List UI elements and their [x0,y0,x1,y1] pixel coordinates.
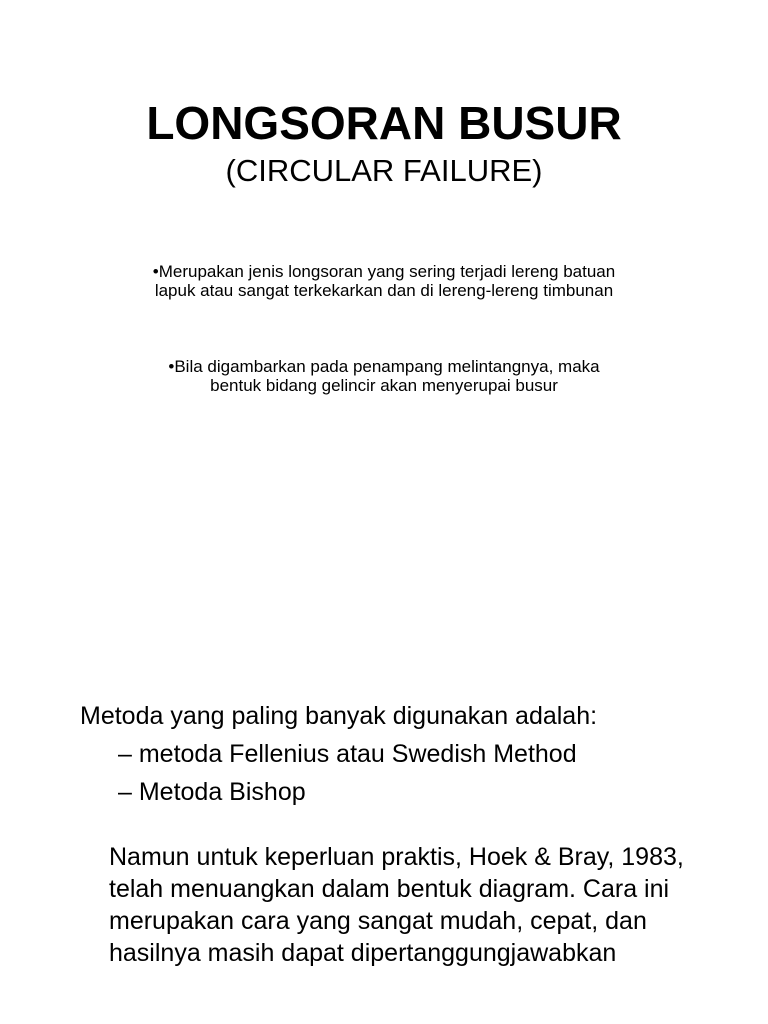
bullet-paragraph-2 [0,357,768,395]
bullet-paragraph-1 [0,262,768,300]
note-line-4: hasilnya masih dapat dipertanggungjawabkan [109,939,617,967]
bullet-1-line-1: •Merupakan jenis longsoran yang sering terjadi lereng batuan [152,262,616,281]
note-line-3: merupakan cara yang sangat mudah, cepat, dan [109,907,647,935]
methods-intro: Metoda yang paling banyak digunakan adalah: [80,702,598,730]
page-title: LONGSORAN BUSUR [146,97,622,149]
bullet-1-line-2: lapuk atau sangat terkekarkan dan di lereng-lereng timbunan [154,281,614,300]
bullet-2-line-2: bentuk bidang gelincir akan menyerupai busur [210,376,558,395]
page-subtitle: (CIRCULAR FAILURE) [225,153,543,188]
bullet-2-line-1: •Bila digambarkan pada penampang melintangnya, maka [168,357,600,376]
method-item-fellenius: – metoda Fellenius atau Swedish Method [118,740,577,768]
methods-list [80,697,597,811]
note-line-1: Namun untuk keperluan praktis, Hoek & Bray, 1983, [109,843,684,871]
method-item-bishop: – Metoda Bishop [118,778,306,806]
note-paragraph [109,841,684,969]
note-line-2: telah menuangkan dalam bentuk diagram. Cara ini [109,875,670,903]
